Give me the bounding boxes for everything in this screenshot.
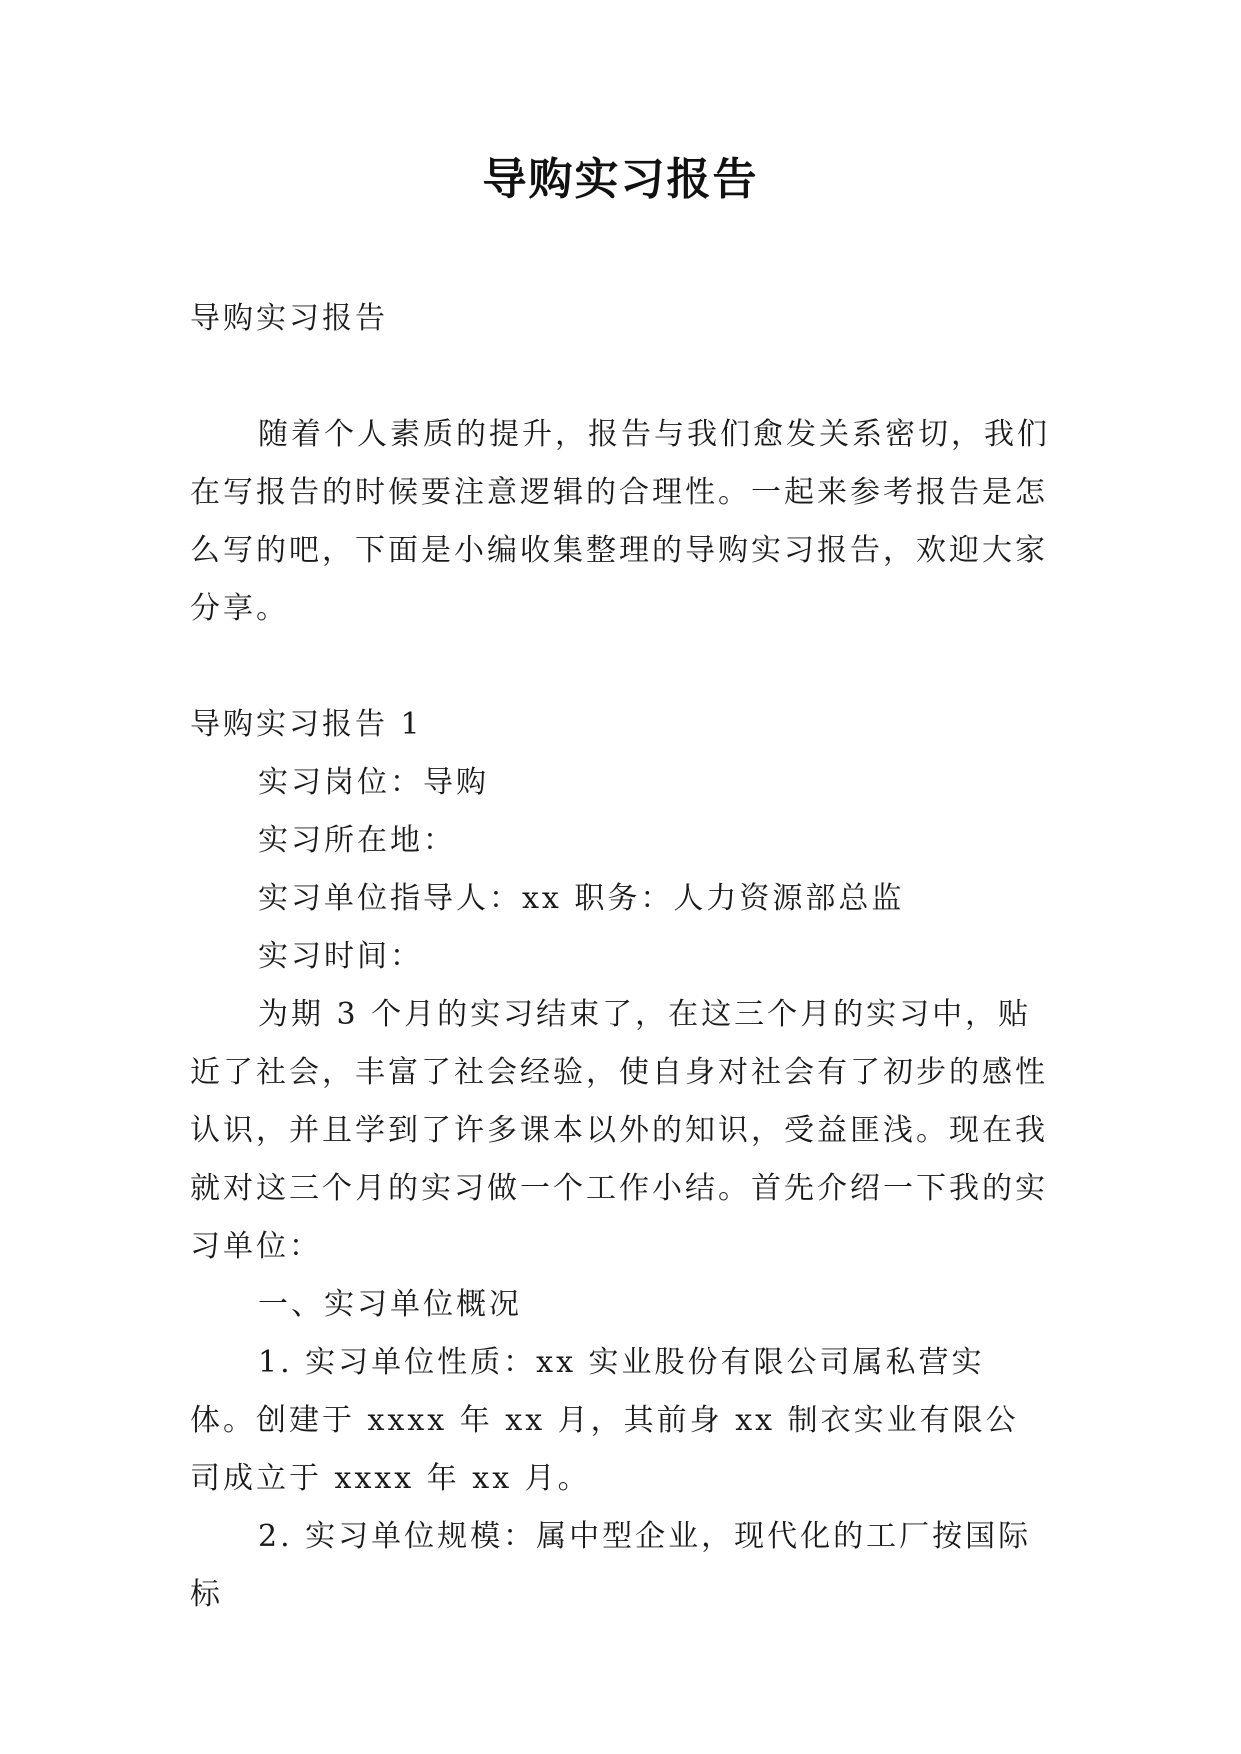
intro-paragraph: 随着个人素质的提升，报告与我们愈发关系密切，我们在写报告的时候要注意逻辑的合理性。一起来参考报告是怎么写的吧，下面是小编收集整理的导购实习报告，欢迎大家分享。: [190, 417, 1050, 626]
field-position: 实习岗位：导购: [258, 765, 489, 800]
field-time: 实习时间：: [258, 939, 423, 974]
document-body: [190, 290, 1050, 1624]
heading-one: 一、实习单位概况: [258, 1287, 522, 1322]
field-supervisor: 实习单位指导人：xx 职务：人力资源部总监: [258, 881, 905, 916]
body-paragraph: 为期 3 个月的实习结束了，在这三个月的实习中，贴近了社会，丰富了社会经验，使自身对社会有了初步的感性认识，并且学到了许多课本以外的知识，受益匪浅。现在我就对这三个月的实习做一个工作小结。首先介绍一下我的实习单位：: [190, 997, 1048, 1264]
field-location: 实习所在地：: [258, 823, 456, 858]
item-2-paragraph: 2. 实习单位规模：属中型企业，现代化的工厂按国际标: [190, 1519, 1032, 1612]
section-title: 导购实习报告 1: [190, 707, 423, 742]
document-subtitle: 导购实习报告: [190, 301, 388, 336]
document-title: 导购实习报告: [482, 154, 759, 205]
item-1-paragraph: 1. 实习单位性质：xx 实业股份有限公司属私营实体。创建于 xxxx 年 xx 月，其前身 xx 制衣实业有限公司成立于 xxxx 年 xx 月。: [190, 1345, 1019, 1496]
